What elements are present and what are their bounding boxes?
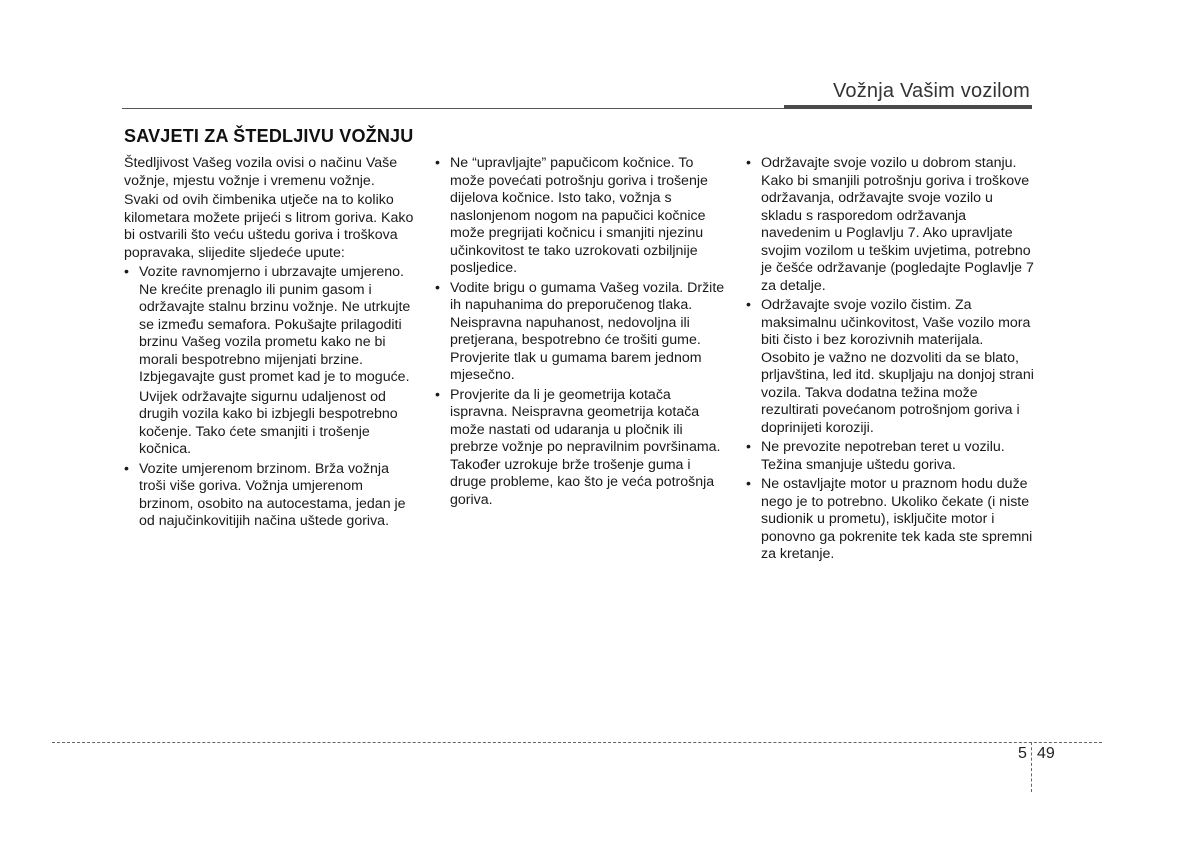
list-item-text: • Ne “upravljajte” papučicom kočnice. To može povećati potrošnju goriva i trošenje dijelova kočnice. Isto tako, vožnja s naslonjenom nogom na papučici kočnice može pregrijati kočnicu i smanjiti njezinu učinkovitost te tako uzrokovati ozbiljnije posljedice. <box>450 155 708 276</box>
list-item-text: • Ne prevozite nepotreban teret u vozilu. Težina smanjuje uštedu goriva. <box>761 439 1005 473</box>
list-item-text: • Vozite ravnomjerno i ubrzavajte umjereno. Ne krećite prenaglo ili punim gasom i održavajte stalnu brzinu vožnje. Ne utrkujte se između semafora. Pokušajte prilagoditi brzinu Vašeg vozila prometu kako ne bi morali bespotrebno mijenjati brzine. Izbjegavajte gust promet kad je to moguće. <box>139 264 411 385</box>
chapter-number: 5 <box>1018 745 1027 762</box>
intro-paragraph: Štedljivost Vašeg vozila ovisi o načinu Vaše vožnje, mjestu vožnje i vremenu vožnje. <box>124 155 398 189</box>
tips-list <box>746 155 1036 564</box>
chapter-header-title: Vožnja Vašim vozilom <box>832 80 1030 102</box>
list-item <box>124 264 414 459</box>
list-item <box>124 461 414 531</box>
list-item-text: Uvijek održavajte sigurnu udaljenost od drugih vozila kako bi izbjegli bespotrebno kočenje. Tako ćete smanjiti i trošenje kočnica. <box>139 388 398 457</box>
list-item-text: • Održavajte svoje vozilo u dobrom stanju. Kako bi smanjili potrošnju goriva i troškove održavanja, održavajte svoje vozilo u skladu s rasporedom održavanja navedenim u Poglavlju 7. Ako upravljate svojim vozilom u teškim uvjetima, potrebno je češće održavanje (pogledajte Poglavlje 7 za detalje. <box>761 155 1034 294</box>
tips-list <box>124 264 414 531</box>
page-number: 49 <box>1037 745 1055 762</box>
list-item <box>435 155 725 278</box>
list-item-text: • Vodite brigu o gumama Vašeg vozila. Držite ih napuhanima do preporučenog tlaka. Neispravna napuhanost, nedovoljna ili pretjerana, bespotrebno će trošiti gume. Provjerite tlak u gumama barem jednom mjesečno. <box>450 279 725 383</box>
list-item <box>746 297 1036 437</box>
list-item <box>435 280 725 385</box>
list-item <box>746 476 1036 564</box>
section-title: SAVJETI ZA ŠTEDLJIVU VOŽNJU <box>124 126 414 146</box>
list-item <box>435 387 725 510</box>
tips-list <box>435 155 725 509</box>
header-rule <box>122 108 786 109</box>
list-item-text: • Provjerite da li je geometrija kotača ispravna. Neispravna geometrija kotača može nastati od udaranja u pločnik ili prebrze vožnje po nepravilnim površinama. Također uzrokuje brže trošenje guma i druge probleme, kao što je veća potrošnja goriva. <box>450 386 721 508</box>
list-item-text: • Vozite umjerenom brzinom. Brža vožnja troši više goriva. Vožnja umjerenom brzinom, osobito na autocestama, jedan je od najučinkovitijih načina uštede goriva. <box>139 460 406 529</box>
list-item-text: • Ne ostavljajte motor u praznom hodu duže nego je to potrebno. Ukoliko čekate (i niste sudionik u prometu), isključite motor i ponovno ga pokrenite tek kada ste spremni za kretanje. <box>761 476 1033 562</box>
text-column-3 <box>746 155 1036 566</box>
text-column-2 <box>435 155 725 511</box>
header-accent-bar <box>784 105 1032 109</box>
intro-paragraph: Svaki od ovih čimbenika utječe na to koliko kilometara možete prijeći s litrom goriva. Kako bi ostvarili što veću uštedu goriva i troškova popravaka, slijedite sljedeće upute: <box>124 192 414 261</box>
list-item <box>746 439 1036 474</box>
list-item <box>746 155 1036 295</box>
footer-page-divider <box>1031 742 1032 792</box>
list-item-text: • Održavajte svoje vozilo čistim. Za maksimalnu učinkovitost, Vaše vozilo mora biti čisto i bez korozivnih materijala. Osobito je važno ne dozvoliti da se blato, prljavština, led itd. skupljaju na donjoj strani vozila. Takva dodatna težina može rezultirati povećanom potrošnjom goriva i doprinijeti koroziji. <box>761 297 1034 436</box>
footer-dashed-rule <box>52 742 1102 743</box>
text-column-1 <box>124 155 414 533</box>
